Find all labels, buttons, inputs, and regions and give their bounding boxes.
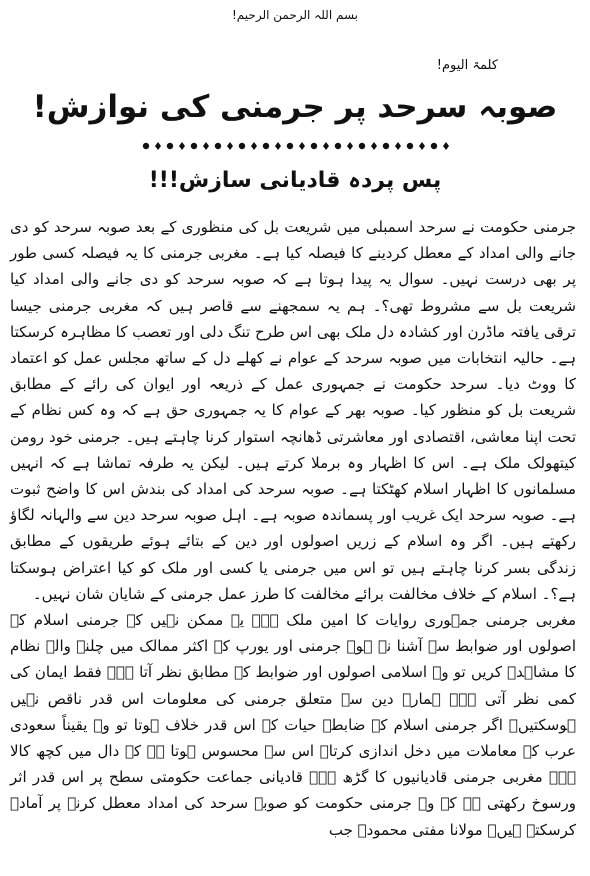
- ornament-dot: [407, 143, 413, 149]
- ornament-dot: [395, 142, 401, 150]
- article-paragraph: مغربی جرمنی جمہوری روایات کا امین ملک ہے۔ یہ ممکن نہیں کہ جرمنی اسلام کے اصولوں اور ضوابط سے آشنا نہ ہو۔ جرمنی اور یورپ کے اکثر ممالک میں چلنے والے نظام کا مشاہدہ کریں تو وہ اسلامی اصولوں اور ضوابط کے مطابق نظر آتا ہے۔ فقط ایمان کی کمی نظر آتی ہے۔ ہمارے دین سے متعلق جرمنی کی معلومات اس قدر ناقص نہیں ہوسکتیں۔ اگر جرمنی اسلام کے ضابطہ حیات کے اس قدر خلاف ہوتا تو وہ یقیناً سعودی عرب کے معاملات میں دخل اندازی کرتا۔ اس سے محسوس ہوتا ہے کہ دال میں کچھ کالا ہے۔ مغربی جرمنی قادیانیوں کا گڑھ ہے۔ قادیانی جماعت حکومتی سطح پر اس قدر اثر ورسوخ رکھتی ہے کہ وہ جرمنی حکومت کو صوبہ سرحد کی امداد معطل کرنے پر آمادہ کرسکتے ہیں۔ مولانا مفتی محمودؒ جب: [10, 611, 576, 839]
- ornament-dot: [275, 142, 281, 150]
- ornament-dot: [179, 142, 185, 150]
- ornament-dot: [167, 143, 173, 149]
- ornament-dot: [431, 143, 437, 149]
- column-name: کلمۃ الیوم!: [436, 58, 498, 73]
- article-subtitle: پس پردہ قادیانی سازش!!!: [148, 168, 442, 193]
- ornament-dot: [359, 143, 365, 149]
- ornament-dot: [239, 143, 245, 149]
- ornament-dot: [299, 142, 305, 150]
- ornament-dot: [347, 142, 353, 150]
- article-paragraph: جرمنی حکومت نے سرحد اسمبلی میں شریعت بل کی منظوری کے بعد صوبہ سرحد کو دی جانے والی امداد کے معطل کردینے کا فیصلہ کیا ہے۔ مغربی جرمنی کا یہ فیصلہ کسی طور پر بھی درست نہیں۔ سوال یہ پیدا ہوتا ہے کہ صوبہ سرحد کو دی جانے والی امداد کیا شریعت بل سے مشروط تھی؟۔ ہم یہ سمجھنے سے قاصر ہیں کہ مغربی جرمنی جیسا ترقی یافتہ ماڈرن اور کشادہ دل ملک بھی اس طرح تنگ دلی اور تعصب کا مظاہرہ کرسکتا ہے۔ حالیہ انتخابات میں صوبہ سرحد کے عوام نے کھلے دل کے ساتھ مجلس عمل کو اعتماد کا ووٹ دیا۔ سرحد حکومت نے جمہوری عمل کے ذریعہ اور ایوان کی رائے کے مطابق شریعت بل کو منظور کیا۔ صوبہ بھر کے عوام کا یہ جمہوری حق ہے کہ وہ کس نظام کے تحت اپنا معاشی، اقتصادی اور معاشرتی ڈھانچہ استوار کرنا چاہتے ہیں۔ جرمنی خود رومن کیتھولک ملک ہے۔ اس کا اظہار وہ برملا کرتے ہیں۔ لیکن یہ طرفہ تماشا ہے کہ انہیں مسلمانوں کا اظہار اسلام کھٹکتا ہے۔ صوبہ سرحد کی امداد کی بندش اس کا واضح ثبوت ہے۔ صوبہ سرحد ایک غریب اور پسماندہ صوبہ ہے۔ اہل صوبہ سرحد دین سے والہانہ لگاؤ رکھتے ہیں۔ اگر وہ اسلام کے زریں اصولوں اور دین کے بتائے ہوئے طریقوں کے مطابق زندگی بسر کرنا چاہتے ہیں تو اس میں جرمنی یا کسی اور ملک کو کیا اعتراض ہوسکتا ہے؟۔ اسلام کے خلاف مخالفت برائے مخالفت کا طرز عمل جرمنی کے شایان شان نہیں۔: [10, 218, 576, 603]
- ornament-dot: [371, 142, 377, 150]
- ornament-dot: [443, 142, 449, 150]
- article-body: [10, 214, 576, 843]
- ornament-dot: [287, 143, 293, 149]
- article-title: صوبہ سرحد پر جرمنی کی نوازش!: [32, 89, 558, 125]
- ornament-dot: [263, 143, 269, 149]
- bismillah-heading: بسم اللہ الرحمن الرحیم!: [231, 8, 359, 22]
- ornament-dot: [383, 143, 389, 149]
- ornament-dot: [215, 143, 221, 149]
- ornament-dot: [335, 143, 341, 149]
- ornament-dot: [311, 143, 317, 149]
- ornament-dot: [191, 143, 197, 149]
- ornament-dot: [143, 143, 149, 149]
- ornament-dot: [203, 142, 209, 150]
- ornament-dot: [155, 142, 161, 150]
- ornament-dot: [227, 142, 233, 150]
- ornament-dot: [251, 142, 257, 150]
- ornament-dot: [419, 142, 425, 150]
- dotted-ornament-divider: [140, 138, 456, 154]
- ornament-dot: [323, 142, 329, 150]
